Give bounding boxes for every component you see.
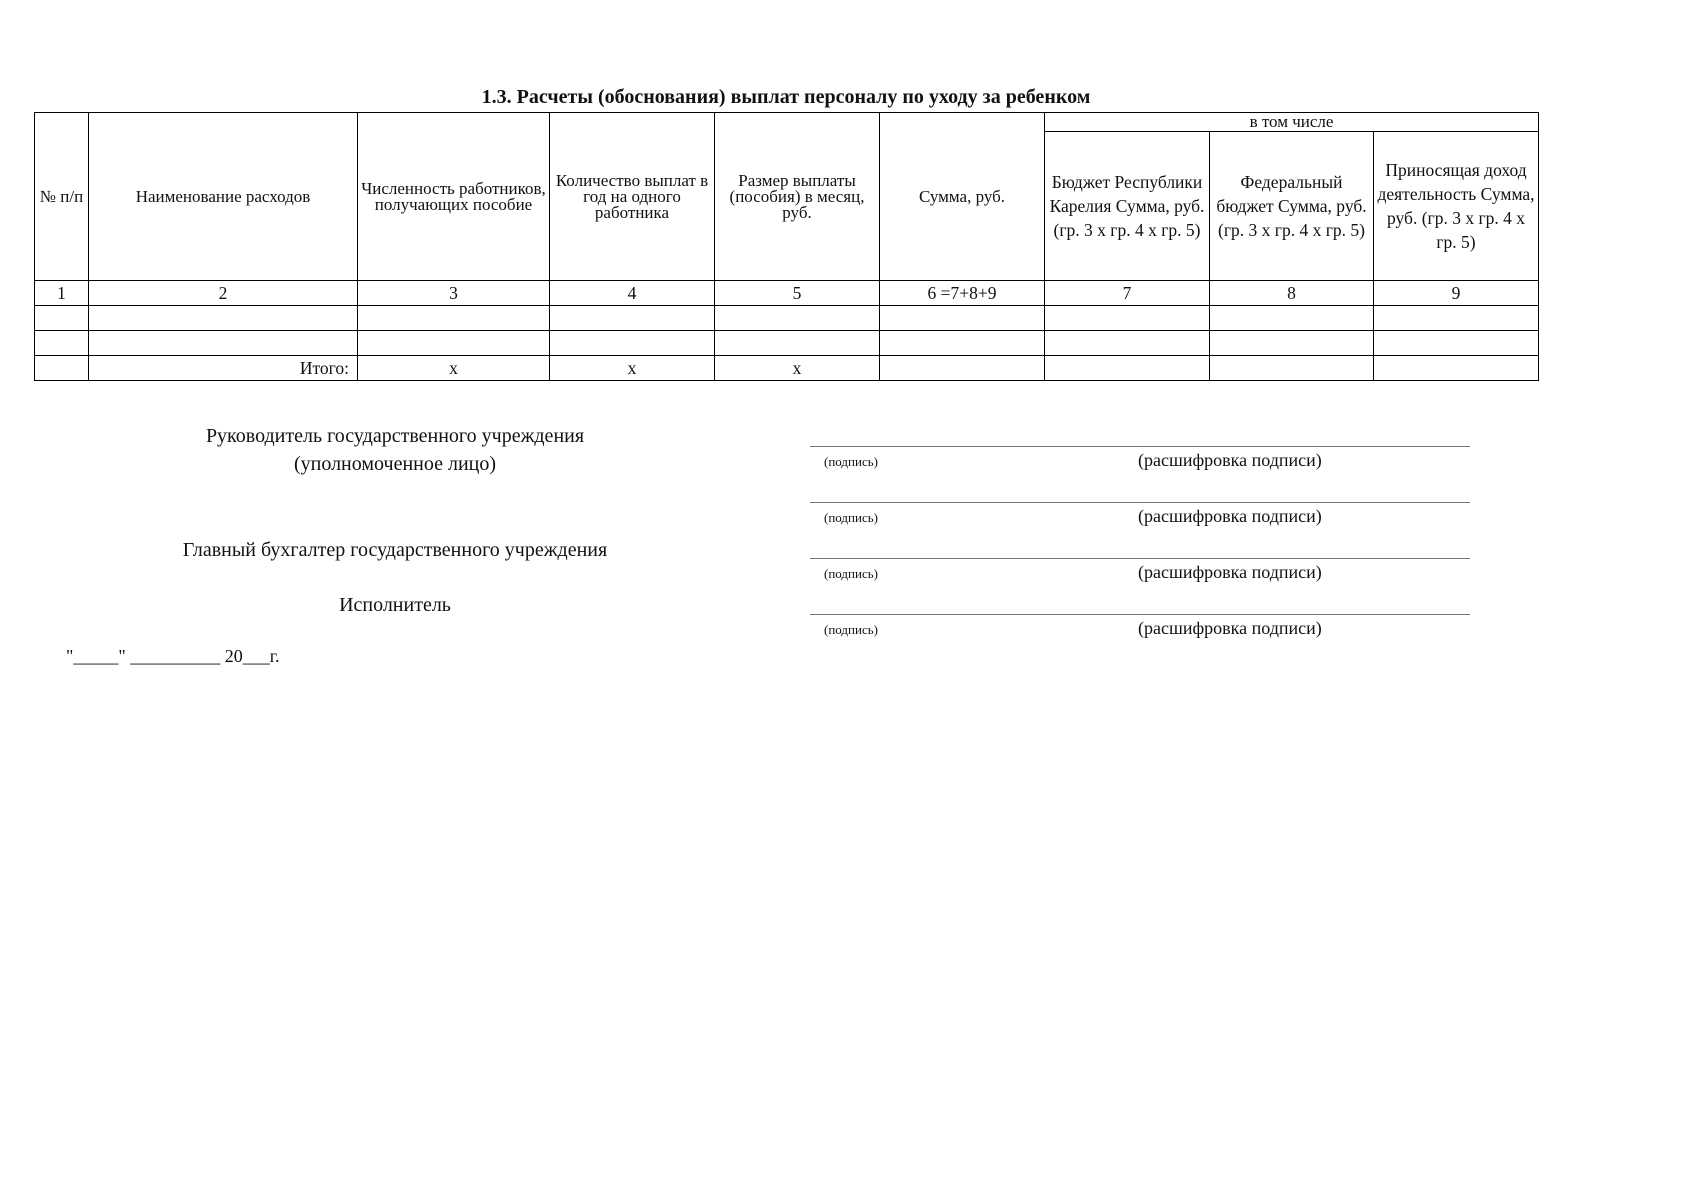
- signature-caption: (подпись): [824, 566, 878, 581]
- table-cell[interactable]: [89, 331, 358, 356]
- total-cell-col5: х: [715, 356, 880, 381]
- signature-line: [810, 558, 1470, 559]
- total-cell-sum[interactable]: [880, 356, 1045, 381]
- table-cell[interactable]: [1210, 306, 1374, 331]
- total-cell-col3: х: [358, 356, 550, 381]
- table-cell[interactable]: [1374, 306, 1539, 331]
- signature-line: [810, 502, 1470, 503]
- column-numbers-row: [35, 281, 1539, 306]
- chief-accountant-label: Главный бухгалтер государственного учреждения: [182, 539, 608, 561]
- column-number: 1: [35, 281, 89, 306]
- total-cell-regional[interactable]: [1045, 356, 1210, 381]
- column-number: 9: [1374, 281, 1539, 306]
- date-field: "_____" __________ 20___г.: [66, 646, 280, 666]
- table-cell[interactable]: [1210, 331, 1374, 356]
- column-number: 6 =7+8+9: [880, 281, 1045, 306]
- col-header-payments-per-year: Количество выплат в год на одного работника: [550, 113, 715, 281]
- total-cell-col4: х: [550, 356, 715, 381]
- head-authorized-person: (уполномоченное лицо): [293, 453, 497, 475]
- col-header-total-sum: Сумма, руб.: [880, 113, 1045, 281]
- table-row: [35, 306, 1539, 331]
- column-number: 3: [358, 281, 550, 306]
- table-cell[interactable]: [1045, 331, 1210, 356]
- table-cell[interactable]: [550, 306, 715, 331]
- table-cell[interactable]: [35, 331, 89, 356]
- total-cell-federal[interactable]: [1210, 356, 1374, 381]
- table-cell[interactable]: [880, 331, 1045, 356]
- table-cell[interactable]: [1374, 331, 1539, 356]
- signature-decode-caption: (расшифровка подписи): [1138, 562, 1322, 582]
- column-number: 8: [1210, 281, 1374, 306]
- table-cell[interactable]: [35, 306, 89, 331]
- col-header-regional-budget: Бюджет Республики Карелия Сумма, руб. (гр. 3 х гр. 4 х гр. 5): [1045, 132, 1210, 281]
- signature-caption: (подпись): [824, 510, 878, 525]
- total-label: Итого:: [89, 356, 358, 381]
- col-group-header-including: в том числе: [1045, 113, 1539, 132]
- signature-decode-caption: (расшифровка подписи): [1138, 506, 1322, 526]
- head-title: Руководитель государственного учреждения: [205, 425, 585, 447]
- table-row: [35, 331, 1539, 356]
- col-header-worker-count: Численность работников, получающих пособие: [358, 113, 550, 281]
- total-cell-income[interactable]: [1374, 356, 1539, 381]
- page-title: 1.3. Расчеты (обоснования) выплат персоналу по уходу за ребенком: [481, 86, 1091, 108]
- executor-label: Исполнитель: [339, 594, 451, 616]
- signature-line: [810, 614, 1470, 615]
- signature-line: [810, 446, 1470, 447]
- column-number: 2: [89, 281, 358, 306]
- table-cell[interactable]: [358, 306, 550, 331]
- signature-decode-caption: (расшифровка подписи): [1138, 450, 1322, 470]
- payments-table: [34, 112, 1539, 381]
- table-cell[interactable]: [715, 331, 880, 356]
- signature-caption: (подпись): [824, 622, 878, 637]
- col-header-expense-name: Наименование расходов: [89, 113, 358, 281]
- head-signature-label: [130, 422, 660, 478]
- signature-caption: (подпись): [824, 454, 878, 469]
- column-number: 4: [550, 281, 715, 306]
- total-row: [35, 356, 1539, 381]
- table-cell[interactable]: [550, 331, 715, 356]
- col-header-income-activity: Приносящая доход деятельность Сумма, руб. (гр. 3 х гр. 4 х гр. 5): [1374, 132, 1539, 281]
- table-cell: [35, 356, 89, 381]
- column-number: 7: [1045, 281, 1210, 306]
- table-cell[interactable]: [89, 306, 358, 331]
- col-header-number: № п/п: [35, 113, 89, 281]
- column-number: 5: [715, 281, 880, 306]
- table-cell[interactable]: [880, 306, 1045, 331]
- col-header-federal-budget: Федеральный бюджет Сумма, руб. (гр. 3 х гр. 4 х гр. 5): [1210, 132, 1374, 281]
- signature-decode-caption: (расшифровка подписи): [1138, 618, 1322, 638]
- table-cell[interactable]: [715, 306, 880, 331]
- table-cell[interactable]: [358, 331, 550, 356]
- table-cell[interactable]: [1045, 306, 1210, 331]
- col-header-monthly-amount: Размер выплаты (пособия) в месяц, руб.: [715, 113, 880, 281]
